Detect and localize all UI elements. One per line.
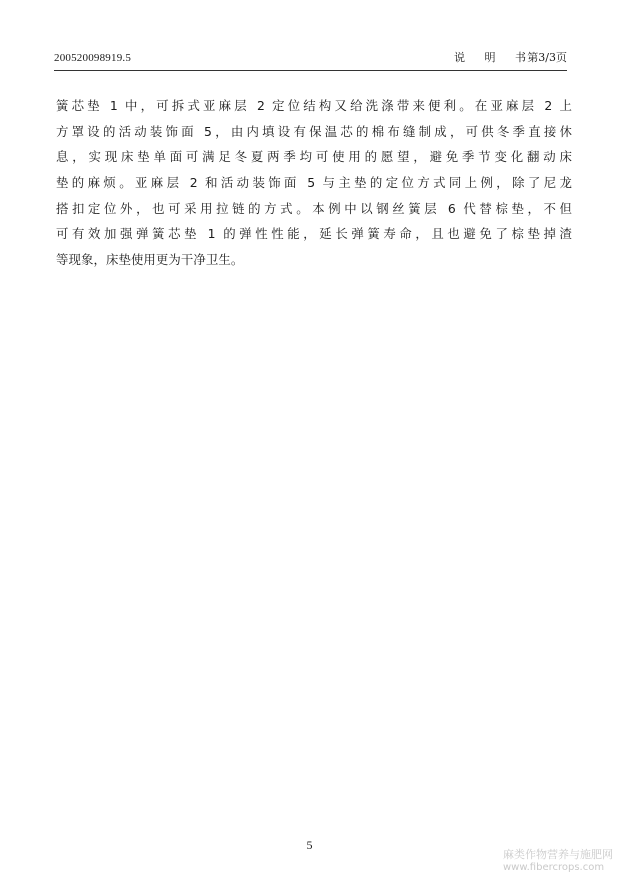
page-number: 5 (306, 838, 313, 852)
page-indicator: 第3/3页 (527, 51, 567, 64)
body-text-line: 簧芯垫 1 中，可拆式亚麻层 2 定位结构又给洗涤带来便利。在亚麻层 2 上 (56, 98, 572, 113)
body-text-line: 搭扣定位外，也可采用拉链的方式。本例中以钢丝簧层 6 代替棕垫，不但 (56, 200, 572, 216)
watermark-url: www.fibercrops.com (503, 862, 605, 873)
body-text-line: 可有效加强弹簧芯垫 1 的弹性性能，延长弹簧寿命，且也避免了棕垫掉渣 (56, 226, 572, 242)
description-body (56, 93, 572, 273)
patent-application-number: 200520098919.5 (54, 52, 132, 64)
body-text-line: 息，实现床垫单面可满足冬夏两季均可使用的愿望，避免季节变化翻动床 (56, 149, 572, 165)
document-type-label: 说 明 书 (454, 51, 534, 64)
header-divider (54, 70, 567, 71)
body-text-line: 垫的麻烦。亚麻层 2 和活动装饰面 5 与主垫的定位方式同上例，除了尼龙 (56, 175, 572, 191)
page-header (54, 51, 567, 65)
body-text-line: 等现象，床垫使用更为干净卫生。 (56, 252, 244, 268)
body-text-line: 方罩设的活动装饰面 5，由内填设有保温芯的棉布缝制成，可供冬季直接休 (56, 123, 572, 139)
site-watermark (503, 848, 613, 874)
watermark-site-name: 麻类作物营养与施肥网 (503, 848, 613, 861)
